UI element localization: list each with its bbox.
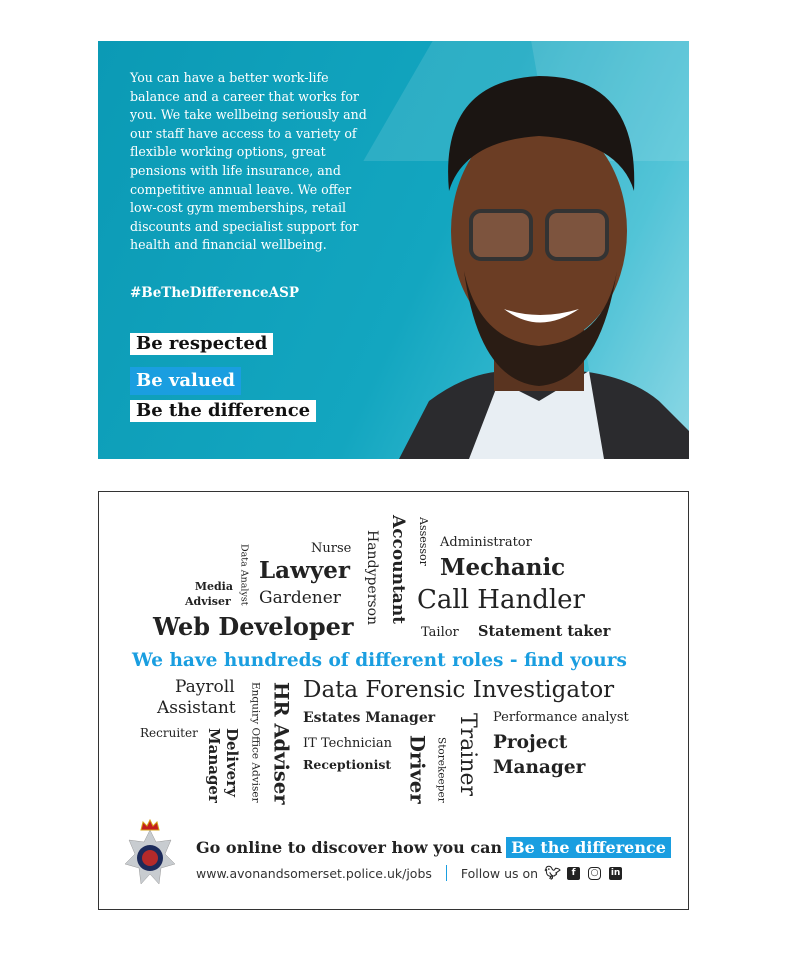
role-word: Performance analyst — [493, 710, 629, 725]
role-word: Administrator — [440, 535, 532, 550]
tag-be-valued: Be valued — [130, 367, 241, 395]
role-word: Data Analyst — [238, 544, 250, 606]
role-word: Call Handler — [417, 585, 585, 615]
instagram-icon[interactable]: ○ — [588, 867, 601, 880]
role-word: Tailor — [421, 625, 459, 640]
wellbeing-card — [98, 41, 689, 459]
role-word: Enquiry Office Adviser — [249, 682, 262, 803]
role-word: Trainer — [455, 713, 480, 797]
role-word: Receptionist — [303, 757, 392, 772]
jobs-url-link[interactable]: www.avonandsomerset.police.uk/jobs — [196, 865, 432, 881]
role-word: Mechanic — [440, 554, 566, 581]
role-word: Driver — [405, 735, 429, 804]
facebook-icon[interactable]: f — [567, 867, 580, 880]
role-word: Delivery — [223, 728, 241, 797]
role-word: HR Adviser — [269, 682, 293, 805]
tag-be-respected: Be respected — [130, 333, 273, 355]
staff-photo — [389, 41, 689, 459]
role-word: Recruiter — [140, 726, 198, 740]
police-crest-logo — [123, 818, 177, 890]
role-word: Web Developer — [153, 612, 354, 641]
role-word: Statement taker — [478, 623, 611, 640]
role-word: Adviser — [185, 595, 231, 608]
role-word: Lawyer — [259, 557, 350, 584]
linkedin-icon[interactable]: in — [610, 868, 621, 878]
role-word: Storekeeper — [435, 737, 448, 803]
twitter-icon[interactable]: 🐦︎ — [544, 865, 561, 881]
role-word: Accountant — [388, 515, 408, 625]
role-word: Manager — [205, 728, 223, 803]
cta-label: Go online to discover how you can — [196, 838, 503, 857]
headline: We have hundreds of different roles - find yours — [132, 650, 627, 671]
cta-highlight: Be the difference — [506, 837, 671, 858]
role-word: Payroll — [175, 677, 235, 697]
role-word: Gardener — [259, 588, 341, 608]
tag-be-the-difference: Be the difference — [130, 400, 316, 422]
role-word: IT Technician — [303, 736, 393, 751]
role-word: Project — [493, 732, 568, 753]
footer-links — [196, 865, 622, 881]
role-word: Handyperson — [364, 530, 380, 626]
cta-text — [196, 838, 671, 857]
follow-label: Follow us on — [460, 865, 539, 881]
role-word: Manager — [493, 757, 586, 778]
divider — [446, 865, 447, 881]
intro-text: You can have a better work-life balance and a career that works for you. We take wellbeing seriously and our staff have access to a variety of flexible working options, great pensions with life insurance, and competitive annual leave. We offer low-cost gym memberships, retail discounts and specialist support for health and financial wellbeing. — [130, 70, 367, 253]
role-word: Media — [194, 580, 233, 593]
role-word: Data Forensic Investigator — [303, 677, 615, 703]
role-word: Estates Manager — [303, 710, 436, 726]
role-word: Assistant — [157, 698, 236, 718]
hashtag: #BeTheDifferenceASP — [130, 285, 299, 301]
role-word: Nurse — [311, 541, 352, 556]
roles-card — [98, 491, 689, 910]
role-word: Assessor — [417, 517, 430, 566]
